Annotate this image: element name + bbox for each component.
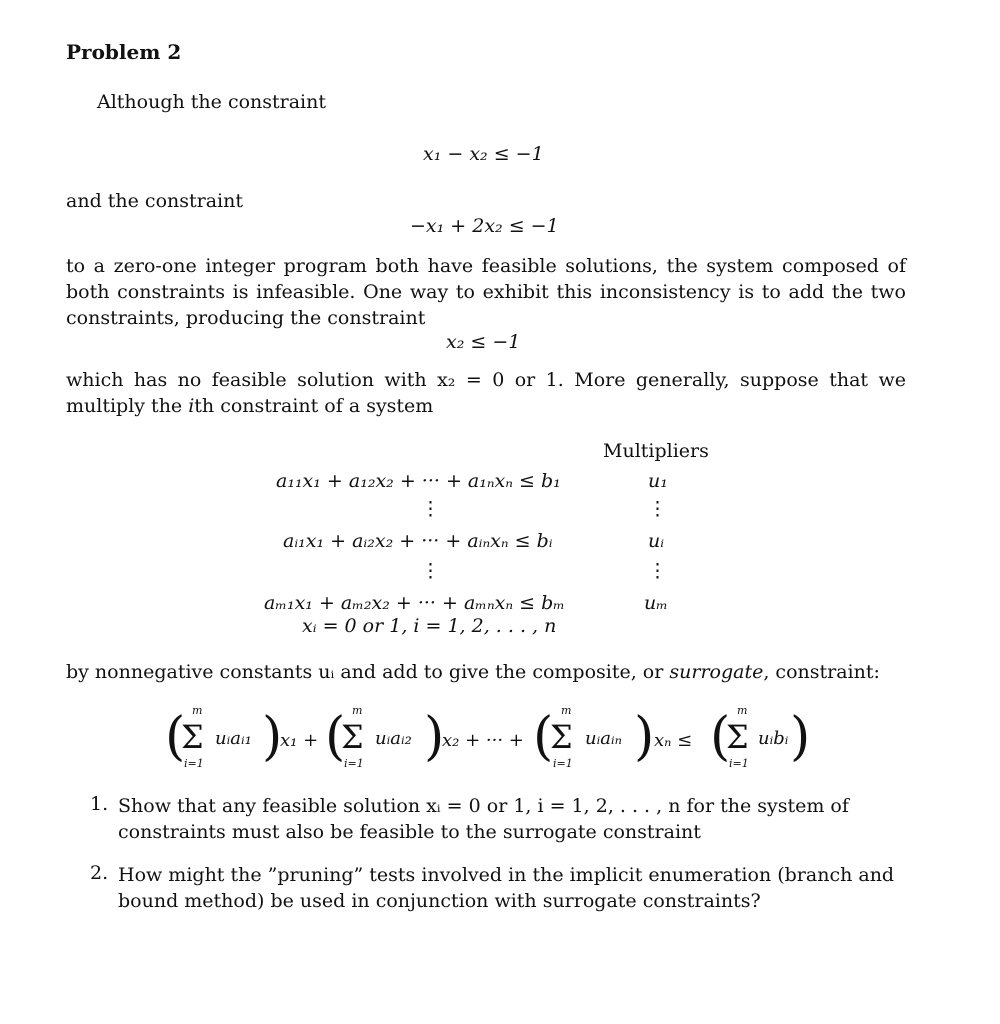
paren-open-2: ( — [325, 707, 346, 767]
term-2: uᵢaᵢ₂ — [375, 728, 412, 749]
after-2: x₂ + ··· + — [442, 730, 524, 751]
paragraph-surrogate — [66, 661, 880, 683]
paren-close-4: ) — [790, 707, 811, 767]
problem-title: Problem 2 — [66, 40, 182, 64]
system-row-1: a₁₁x₁ + a₁₂x₂ + ··· + a₁ₙxₙ ≤ b₁ — [276, 470, 561, 492]
sum-bottom-4: i=1 — [729, 757, 749, 770]
sum-bottom-3: i=1 — [553, 757, 573, 770]
constraint-2: −x₁ + 2x₂ ≤ −1 — [410, 215, 559, 237]
sum-top-3: m — [561, 704, 572, 717]
system-row-binary: xᵢ = 0 or 1, i = 1, 2, . . . , n — [302, 615, 557, 637]
sum-bottom-2: i=1 — [344, 757, 364, 770]
paragraph-infeasible: to a zero-one integer program both have feasible solutions, the system composed of both constraints is infeasible. One way to exhibit this inconsistency is to add the two constraints, producing the constraint — [66, 255, 906, 329]
system-vdots-2: ⋮ — [421, 560, 440, 582]
question-2-number: 2. — [90, 862, 109, 884]
constraint-sum: x₂ ≤ −1 — [446, 331, 521, 353]
after-3: xₙ ≤ — [654, 730, 693, 751]
intro-line: Although the constraint — [97, 91, 327, 113]
multiplier-i: uᵢ — [648, 530, 665, 552]
sum-top-2: m — [352, 704, 363, 717]
question-1-text: Show that any feasible solution xᵢ = 0 or 1, i = 1, 2, . . . , n for the system of constraints must also be feasible to the surrogate constraint — [118, 795, 849, 843]
multipliers-header: Multipliers — [603, 440, 709, 462]
paragraph-generally — [66, 367, 906, 419]
question-1-number: 1. — [90, 793, 109, 815]
paragraph-surrogate-part1: by nonnegative constants uᵢ and add to give the composite, or — [66, 661, 670, 683]
system-row-i: aᵢ₁x₁ + aᵢ₂x₂ + ··· + aᵢₙxₙ ≤ bᵢ — [283, 530, 553, 552]
sigma-2: Σ — [341, 718, 364, 756]
paren-close-1: ) — [262, 707, 283, 767]
paragraph-generally-part2: th constraint of a system — [194, 395, 434, 417]
paren-open-4: ( — [710, 707, 731, 767]
term-1: uᵢaᵢ₁ — [215, 728, 252, 749]
after-1: x₁ + — [280, 730, 319, 751]
sigma-4: Σ — [726, 718, 749, 756]
sum-top-1: m — [192, 704, 203, 717]
and-line: and the constraint — [66, 190, 243, 212]
sigma-3: Σ — [550, 718, 573, 756]
sigma-1: Σ — [181, 718, 204, 756]
system-row-m: aₘ₁x₁ + aₘ₂x₂ + ··· + aₘₙxₙ ≤ bₘ — [264, 592, 565, 614]
paren-open-3: ( — [533, 707, 554, 767]
paren-close-2: ) — [424, 707, 445, 767]
question-2-text: How might the ”pruning” tests involved in the implicit enumeration (branch and bound method) be used in conjunction with surrogate constraints? — [118, 864, 895, 912]
paragraph-generally-part1: which has no feasible solution with x₂ = 0 or 1. More generally, suppose that we multiply the — [66, 369, 906, 417]
term-4: uᵢbᵢ — [758, 728, 789, 749]
term-3: uᵢaᵢₙ — [585, 728, 622, 749]
paren-open-1: ( — [165, 707, 186, 767]
multiplier-1: u₁ — [648, 470, 668, 492]
paragraph-surrogate-part2: , constraint: — [763, 661, 880, 683]
surrogate-constraint — [0, 696, 1000, 776]
sum-top-4: m — [737, 704, 748, 717]
multiplier-vdots-2: ⋮ — [648, 560, 667, 582]
system-vdots-1: ⋮ — [421, 498, 440, 520]
paren-close-3: ) — [634, 707, 655, 767]
multiplier-vdots-1: ⋮ — [648, 498, 667, 520]
constraint-1: x₁ − x₂ ≤ −1 — [423, 143, 544, 165]
paragraph-surrogate-em: surrogate — [669, 661, 764, 683]
paragraph-generally-i: i — [188, 395, 195, 417]
sum-bottom-1: i=1 — [184, 757, 204, 770]
multiplier-m: uₘ — [644, 592, 668, 614]
